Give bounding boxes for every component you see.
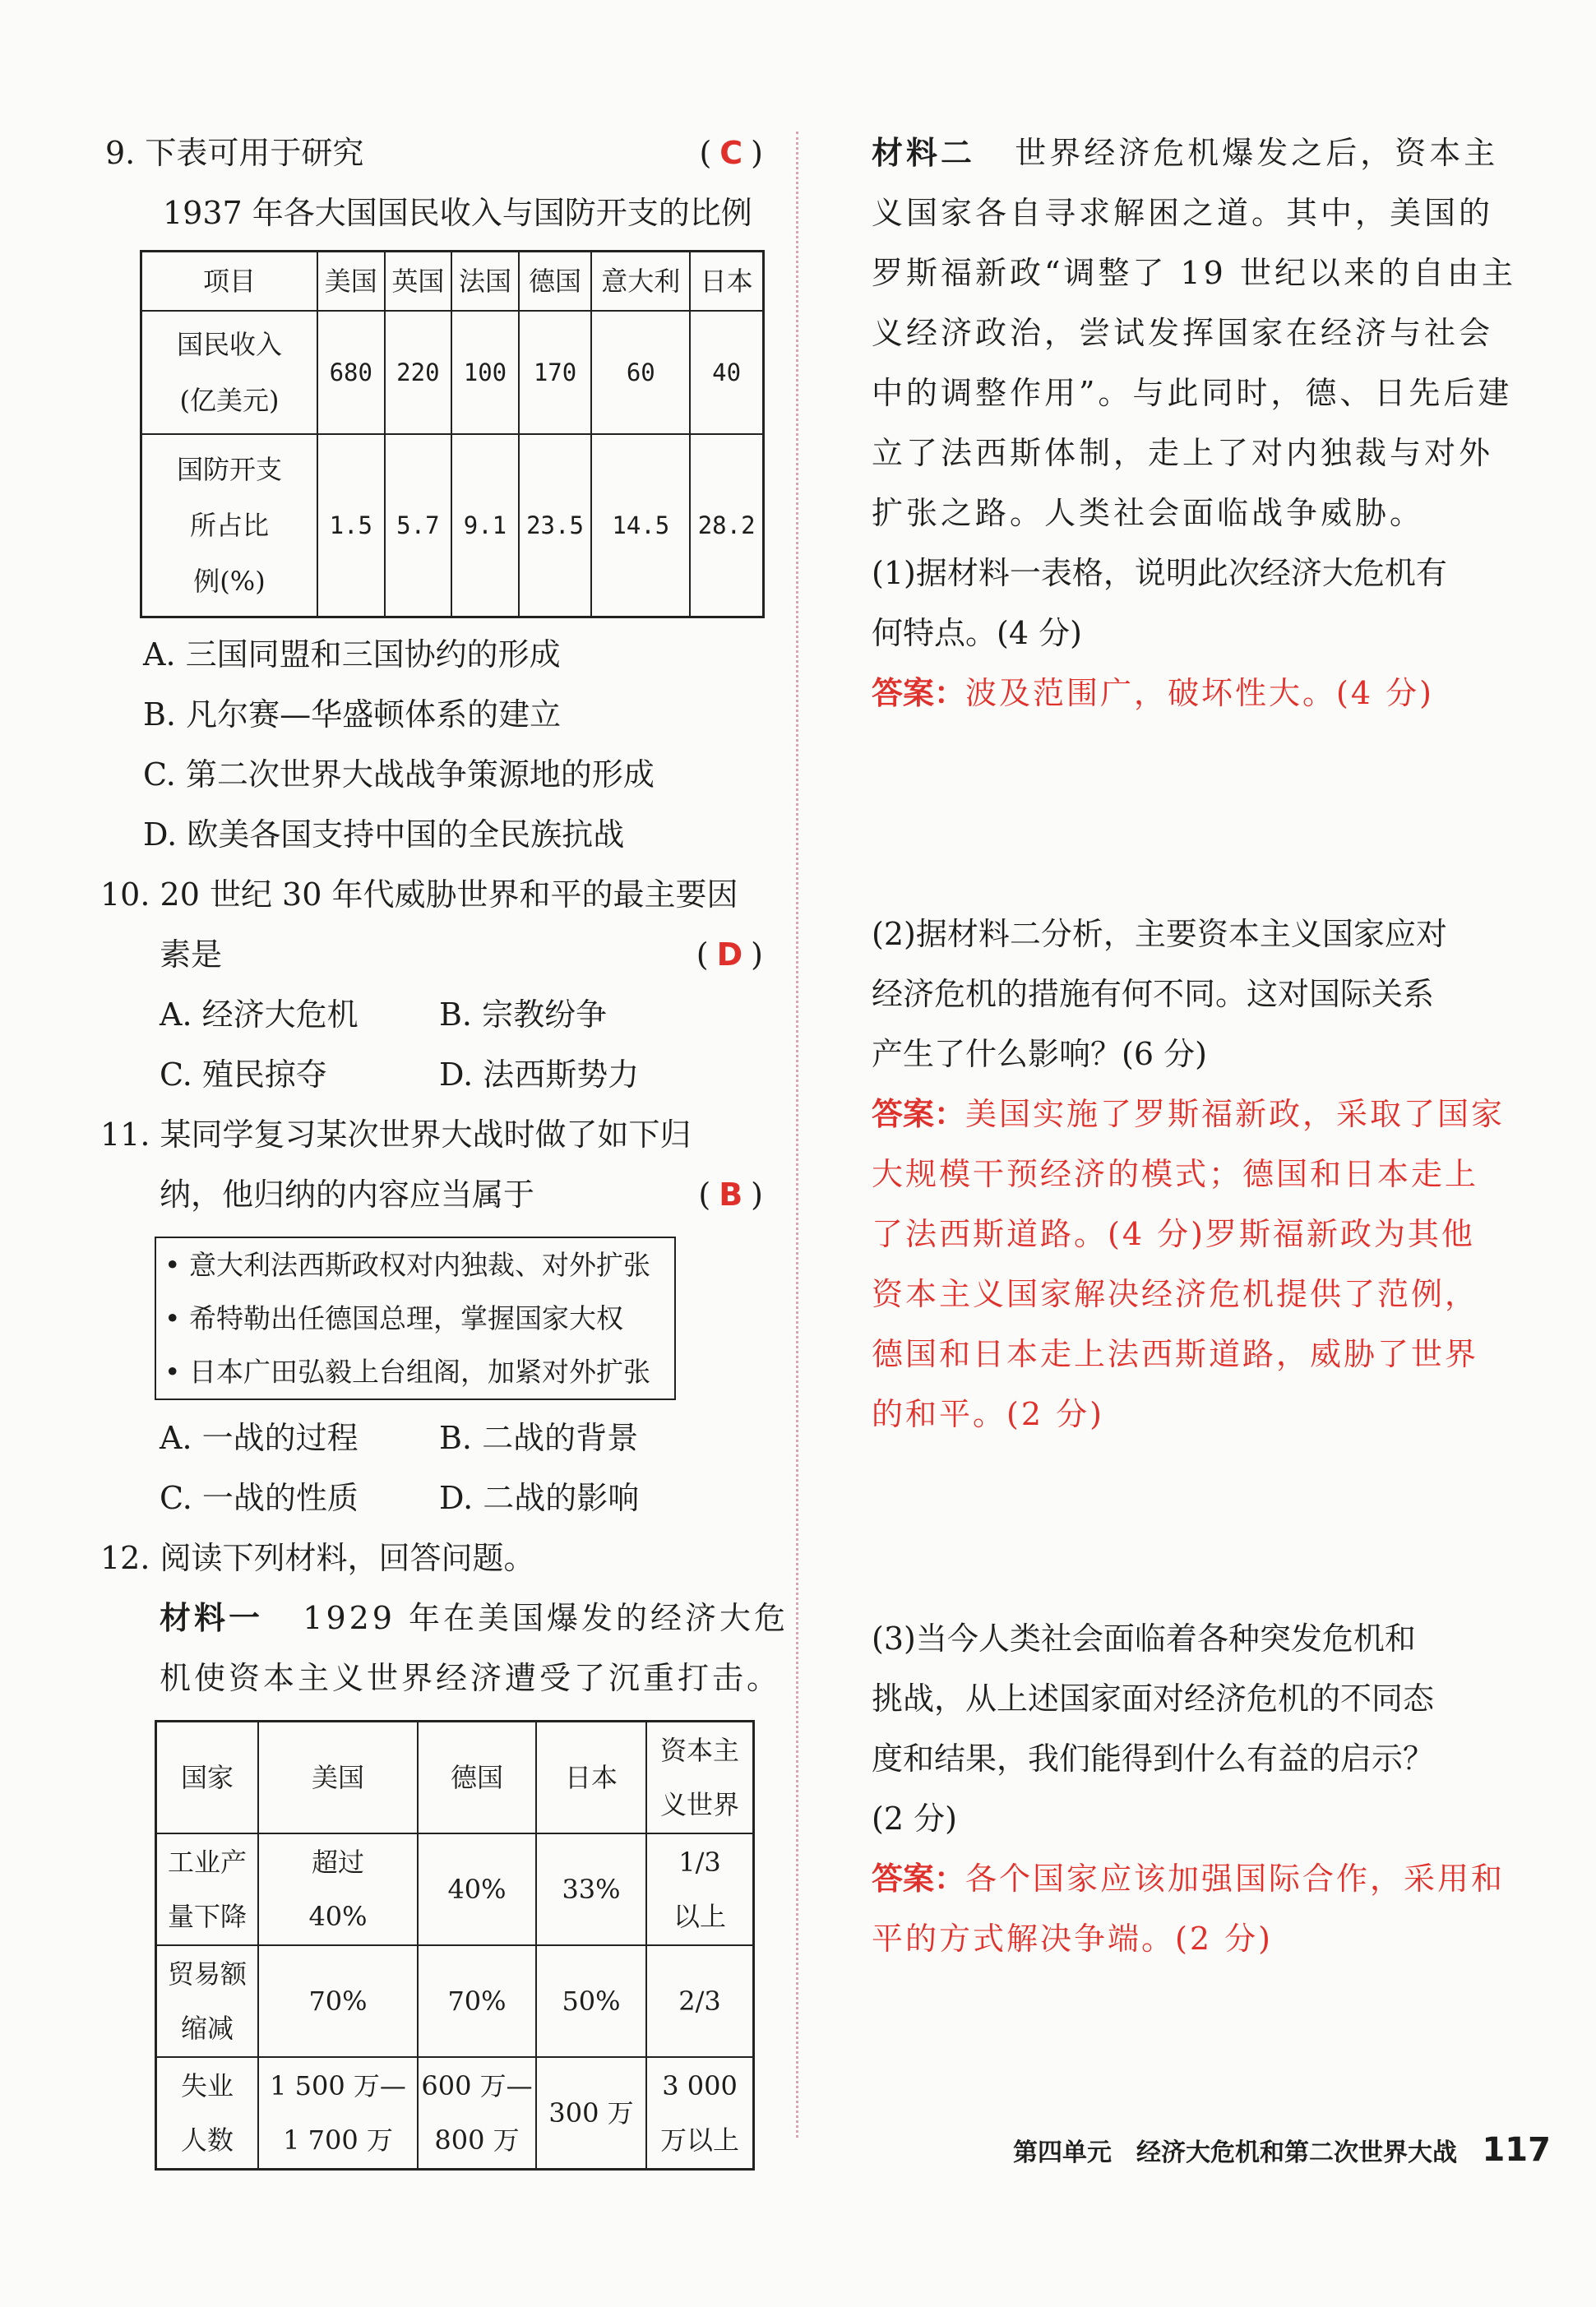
table-row: 项目 美国 英国 法国 德国 意大利 日本 xyxy=(141,252,764,312)
q12-stem: 12. 阅读下列材料，回答问题。 xyxy=(100,1540,535,1576)
table-row: 贸易额 缩减 70% 70% 50% 2/3 xyxy=(156,1945,754,2057)
q12-part1-line: 何特点。(4 分) xyxy=(872,615,1082,651)
q12-part2-answer-line: 资本主义国家解决经济危机提供了范例， xyxy=(872,1276,1479,1312)
q12-material2-line: 扩张之路。人类社会面临战争威胁。 xyxy=(872,495,1425,531)
q12-part2-line: (2)据材料二分析，主要资本主义国家应对 xyxy=(872,916,1447,952)
table-row: 国民收入 (亿美元) 680 220 100 170 60 40 xyxy=(141,311,764,434)
q10-stem: 10. 20 世纪 30 年代威胁世界和平的最主要因 xyxy=(100,876,738,913)
q12-material2-line: 义经济政治，尝试发挥国家在经济与社会 xyxy=(872,315,1494,351)
column-divider xyxy=(796,132,798,2138)
q9-option-b: B. 凡尔赛—华盛顿体系的建立 xyxy=(143,696,562,733)
q12-part3-answer-line: 平的方式解决争端。(2 分) xyxy=(872,1921,1273,1957)
q12-material2-line: 中的调整作用”。与此同时，德、日先后建 xyxy=(872,375,1513,411)
q12-material1-line1: 材料一 1929 年在美国爆发的经济大危 xyxy=(160,1600,789,1636)
q12-part1-line: (1)据材料一表格，说明此次经济大危机有 xyxy=(872,555,1447,591)
q10-options-row1: A. 经济大危机 B. 宗教纷争 xyxy=(160,996,608,1033)
q12-part3-answer: 答案：各个国家应该加强国际合作，采用和 xyxy=(872,1861,1506,1897)
q12-part2-line: 经济危机的措施有何不同。这对国际关系 xyxy=(872,976,1435,1012)
q12-material2-line: 立了法西斯体制，走上了对内独裁与对外 xyxy=(872,435,1494,471)
page-number: 117 xyxy=(1482,2131,1551,2169)
table-row: 国家 美国 德国 日本 资本主 义世界 xyxy=(156,1722,754,1834)
q9-option-a: A. 三国同盟和三国协约的形成 xyxy=(143,636,561,673)
q12-table xyxy=(155,1720,755,2171)
q11-summary-box xyxy=(155,1237,676,1400)
q12-material2-line: 罗斯福新政“调整了 19 世纪以来的自由主 xyxy=(872,255,1516,291)
q10-answer: ( D ) xyxy=(696,936,763,973)
right-column xyxy=(872,123,1516,1969)
q12-material2-line1: 材料二 世界经济危机爆发之后，资本主 xyxy=(872,135,1499,171)
q11-stem: 11. 某同学复习某次世界大战时做了如下归 xyxy=(100,1117,692,1153)
q10-stem-cont: 素是 ( D ) xyxy=(105,925,763,985)
q12-material1-line2: 机使资本主义世界经济遭受了沉重打击。 xyxy=(160,1660,782,1696)
q12-part3-line: (3)当今人类社会面临着各种突发危机和 xyxy=(872,1620,1416,1657)
q12-part2-answer-line: 大规模干预经济的模式；德国和日本走上 xyxy=(872,1156,1479,1192)
q12-part2-answer-line: 了法西斯道路。(4 分)罗斯福新政为其他 xyxy=(872,1216,1475,1252)
table-row: 失业 人数 1 500 万— 1 700 万 600 万— 800 万 300 万 3 000 万以上 xyxy=(156,2057,754,2170)
q11-stem-cont: 纳，他归纳的内容应当属于 ( B ) xyxy=(105,1165,763,1225)
table-row: 国防开支 所占比 例(%) 1.5 5.7 9.1 23.5 14.5 28.2 xyxy=(141,434,764,617)
q12-part2-answer-line: 德国和日本走上法西斯道路，威胁了世界 xyxy=(872,1336,1479,1372)
q12-part2-answer: 答案：美国实施了罗斯福新政，采取了国家 xyxy=(872,1096,1506,1132)
q11-options-row1: A. 一战的过程 B. 二战的背景 xyxy=(160,1420,639,1456)
table-row: 工业产 量下降 超过 40% 40% 33% 1/3 以上 xyxy=(156,1833,754,1945)
q12-part2-line: 产生了什么影响？(6 分) xyxy=(872,1036,1207,1072)
q12-part3-line: (2 分) xyxy=(872,1801,957,1837)
q11-answer: ( B ) xyxy=(698,1177,763,1213)
left-column xyxy=(100,123,789,2171)
q12-material2-line: 义国家各自寻求解困之道。其中，美国的 xyxy=(872,195,1494,231)
list-item: • 意大利法西斯政权对内独裁、对外扩张 xyxy=(164,1249,650,1281)
q11-options-row2: C. 一战的性质 D. 二战的影响 xyxy=(160,1480,640,1516)
q9-option-d: D. 欧美各国支持中国的全民族抗战 xyxy=(143,816,625,853)
list-item: • 希特勒出任德国总理，掌握国家大权 xyxy=(164,1302,623,1334)
q12-part2-answer-line: 的和平。(2 分) xyxy=(872,1396,1104,1432)
q12-part1-answer: 答案：波及范围广，破坏性大。(4 分) xyxy=(872,675,1434,711)
list-item: • 日本广田弘毅上台组阁，加紧对外扩张 xyxy=(164,1356,650,1388)
q10-options-row2: C. 殖民掠夺 D. 法西斯势力 xyxy=(160,1056,640,1093)
q9-answer: ( C ) xyxy=(699,135,763,171)
q9-option-c: C. 第二次世界大战战争策源地的形成 xyxy=(143,756,655,793)
q9-table-title: 1937 年各大国国民收入与国防开支的比例 xyxy=(163,195,752,231)
q12-part3-line: 挑战，从上述国家面对经济危机的不同态 xyxy=(872,1681,1435,1717)
q9-table xyxy=(140,250,765,618)
footer-unit-title: 第四单元 经济大危机和第二次世界大战 xyxy=(1013,2138,1457,2167)
page-footer xyxy=(1013,2131,1551,2169)
q9-stem: 9. 下表可用于研究 ( C ) xyxy=(105,123,763,183)
q12-part3-line: 度和结果，我们能得到什么有益的启示？ xyxy=(872,1741,1435,1777)
